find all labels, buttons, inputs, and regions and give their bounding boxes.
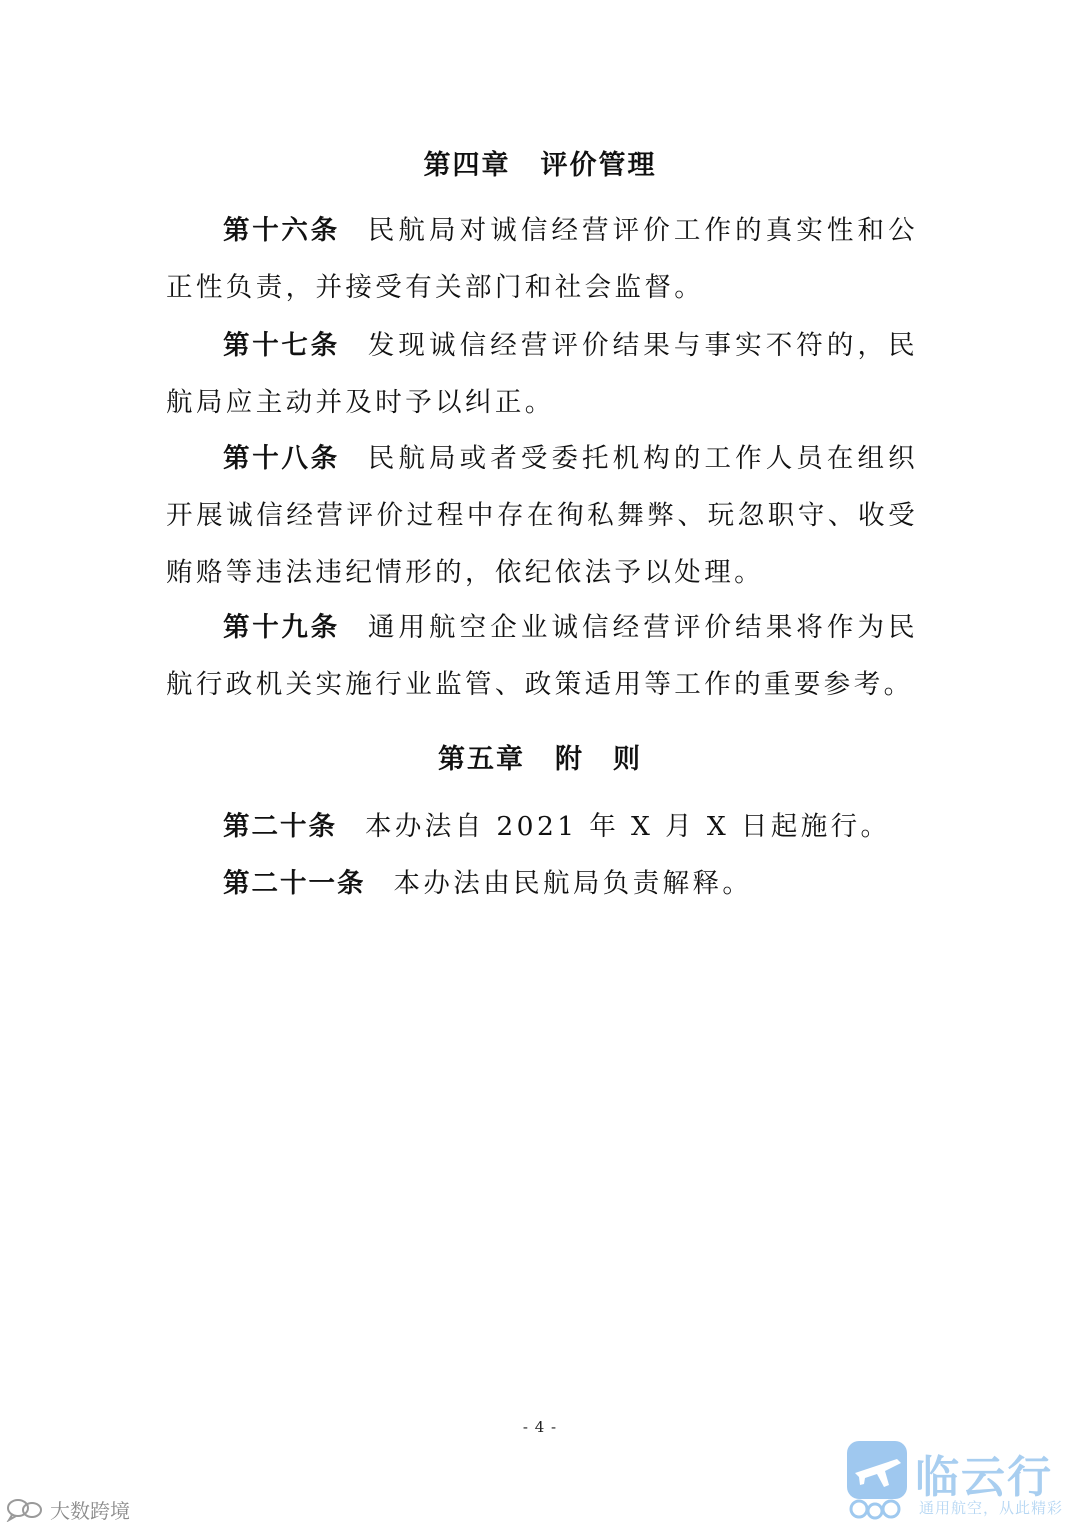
article-19 [166, 599, 918, 713]
page-number: - 4 - [522, 1418, 558, 1436]
article-16 [166, 202, 918, 316]
chapter-4-heading [0, 143, 1080, 182]
article-19-label: 第十九条 [223, 612, 340, 643]
watermark-slogan: 通用航空，从此精彩 [919, 1499, 1064, 1517]
article-21-text: 本办法由民航局负责解释。 [393, 868, 753, 899]
article-16-text: 民航局对诚信经营评价工作的真实性和公正性负责，并接受有关部门和社会监督。 [166, 215, 919, 303]
chapter-5-title: 附 则 [555, 744, 642, 775]
chapter-4-label: 第四章 [423, 150, 511, 181]
article-17-label: 第十七条 [223, 330, 340, 361]
article-16-label: 第十六条 [223, 215, 340, 246]
chapter-4-title: 评价管理 [540, 150, 657, 181]
chapter-5-heading [0, 737, 1080, 776]
article-19-text: 通用航空企业诚信经营评价结果将作为民航行政机关实施行业监管、政策适用等工作的重要参考。 [166, 612, 919, 700]
chapter-5-label: 第五章 [438, 744, 525, 775]
article-18 [166, 430, 918, 601]
chat-bubble-icon [6, 1496, 46, 1522]
article-20-label: 第二十条 [223, 811, 337, 842]
watermark-brand: 临云行 [915, 1452, 1053, 1503]
article-21-label: 第二十一条 [223, 868, 366, 899]
article-21 [166, 855, 918, 912]
article-18-label: 第十八条 [223, 443, 340, 474]
watermark-right [845, 1437, 1075, 1525]
article-18-text: 民航局或者受委托机构的工作人员在组织开展诚信经营评价过程中存在徇私舞弊、玩忽职守、收受贿赂等违法违纪情形的，依纪依法予以处理。 [166, 443, 919, 588]
airplane-logo-icon [845, 1437, 911, 1523]
article-17-text: 发现诚信经营评价结果与事实不符的，民航局应主动并及时予以纠正。 [166, 330, 919, 418]
watermark-left [6, 1494, 130, 1524]
article-17 [166, 317, 918, 431]
watermark-left-text: 大数跨境 [50, 1498, 130, 1523]
article-20 [166, 798, 918, 855]
article-20-text: 本办法自 2021 年 X 月 X 日起施行。 [365, 811, 891, 842]
